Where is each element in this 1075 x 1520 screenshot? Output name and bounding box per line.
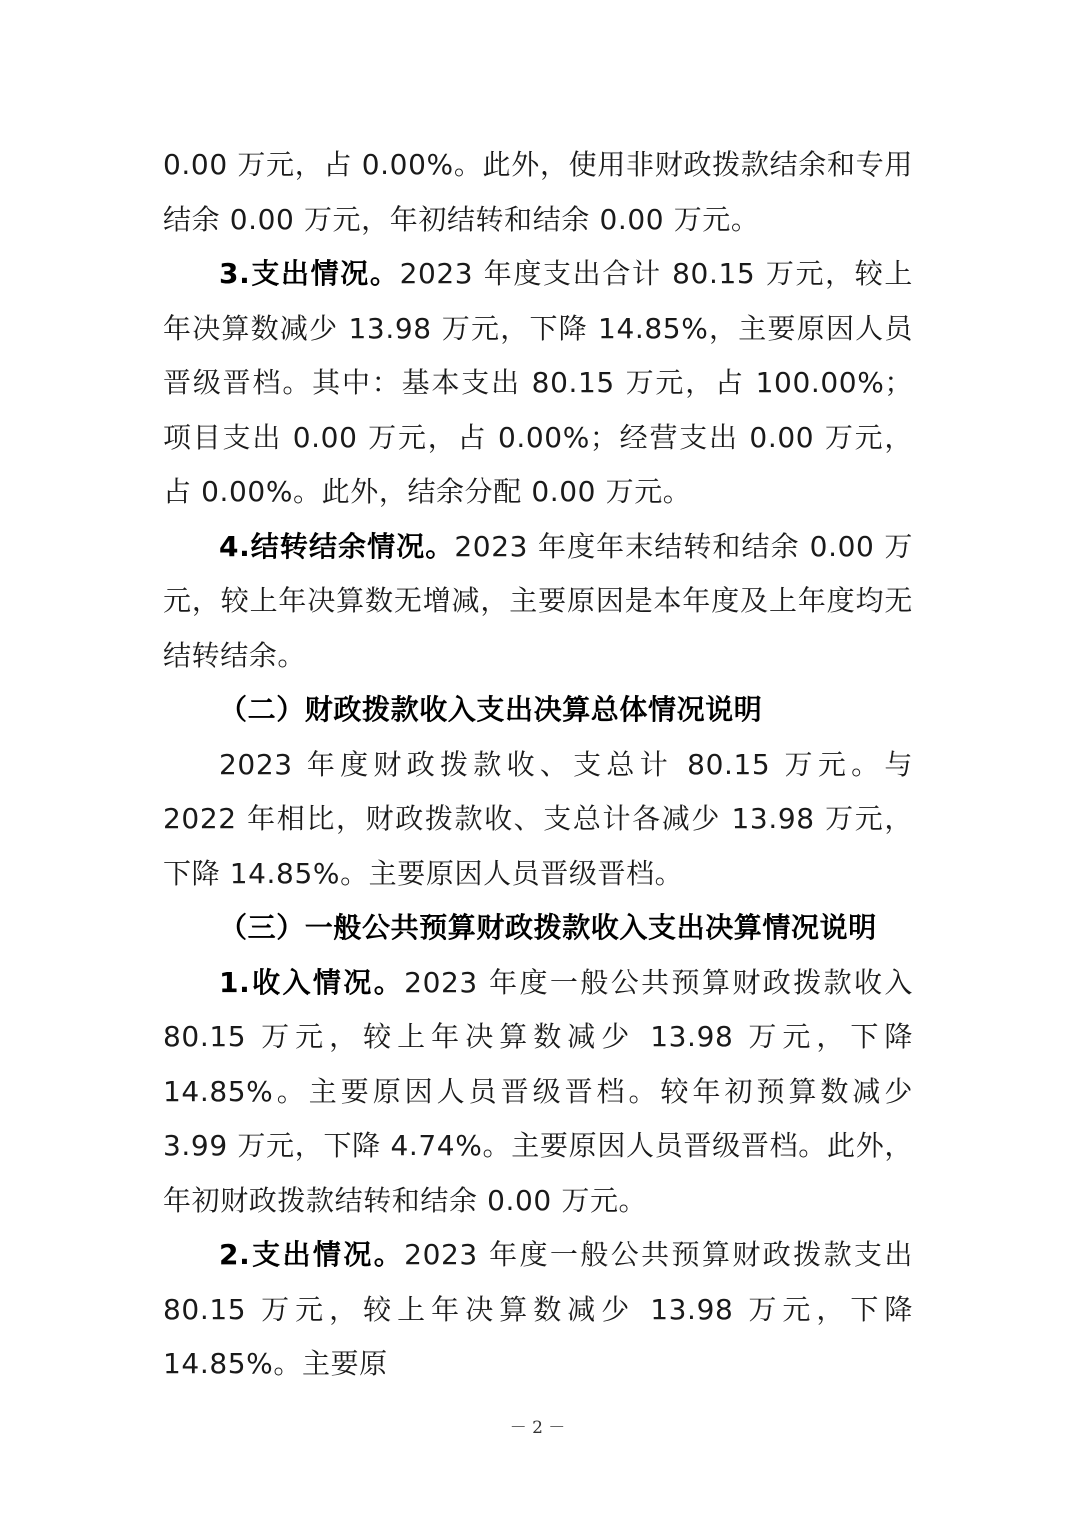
page-number: － 2 － (509, 1418, 566, 1438)
paragraph-fiscal-total: 2023 年度财政拨款收、支总计 80.15 万元。与 2022 年相比，财政拨款收、支总计各减少 13.98 万元，下降 14.85%。主要原因人员晋级晋档。 (163, 747, 913, 890)
document-body (163, 138, 913, 1392)
paragraph-lead-expenditure: 3.支出情况。 (219, 257, 400, 290)
paragraph-carryover-balance (163, 520, 913, 684)
paragraph-expenditure (163, 247, 913, 520)
paragraph-body-general-expenditure: 2023 年度一般公共预算财政拨款支出 80.15 万元，较上年决算数减少 13.98 万元，下降 14.85%。主要原 (163, 1238, 913, 1380)
paragraph-body-expenditure: 2023 年度支出合计 80.15 万元，较上年决算数减少 13.98 万元，下降 14.85%，主要原因人员晋级晋档。其中：基本支出 80.15 万元，占 100.00%；项目支出 0.00 万元，占 0.00%；经营支出 0.00 万元，占 0.00%。此外，结余分配 0.00 万元。 (163, 257, 913, 508)
paragraph-lead-carryover-balance: 4.结转结余情况。 (219, 529, 455, 563)
paragraph-lead-general-income: 1.收入情况。 (219, 965, 405, 999)
paragraph-carryover: 0.00 万元，占 0.00%。此外，使用非财政拨款结余和专用结余 0.00 万元，年初结转和结余 0.00 万元。 (163, 148, 913, 236)
paragraph-general-income (163, 956, 913, 1229)
paragraph-body-carryover-balance: 2023 年度年末结转和结余 0.00 万元，较上年决算数无增减，主要原因是本年度及上年度均无结转结余。 (163, 529, 914, 672)
paragraph-lead-general-expenditure: 2.支出情况。 (219, 1238, 405, 1271)
section-heading-3: （三）一般公共预算财政拨款收入支出决算情况说明 (219, 911, 877, 944)
paragraph-body-general-income: 2023 年度一般公共预算财政拨款收入 80.15 万元，较上年决算数减少 13.98 万元，下降 14.85%。主要原因人员晋级晋档。较年初预算数减少 3.99 万元，下降 4.74%。主要原因人员晋级晋档。此外，年初财政拨款结转和结余 0.00 万元。 (163, 965, 913, 1217)
paragraph-general-expenditure (163, 1228, 913, 1392)
section-heading-2: （二）财政拨款收入支出决算总体情况说明 (219, 693, 763, 726)
